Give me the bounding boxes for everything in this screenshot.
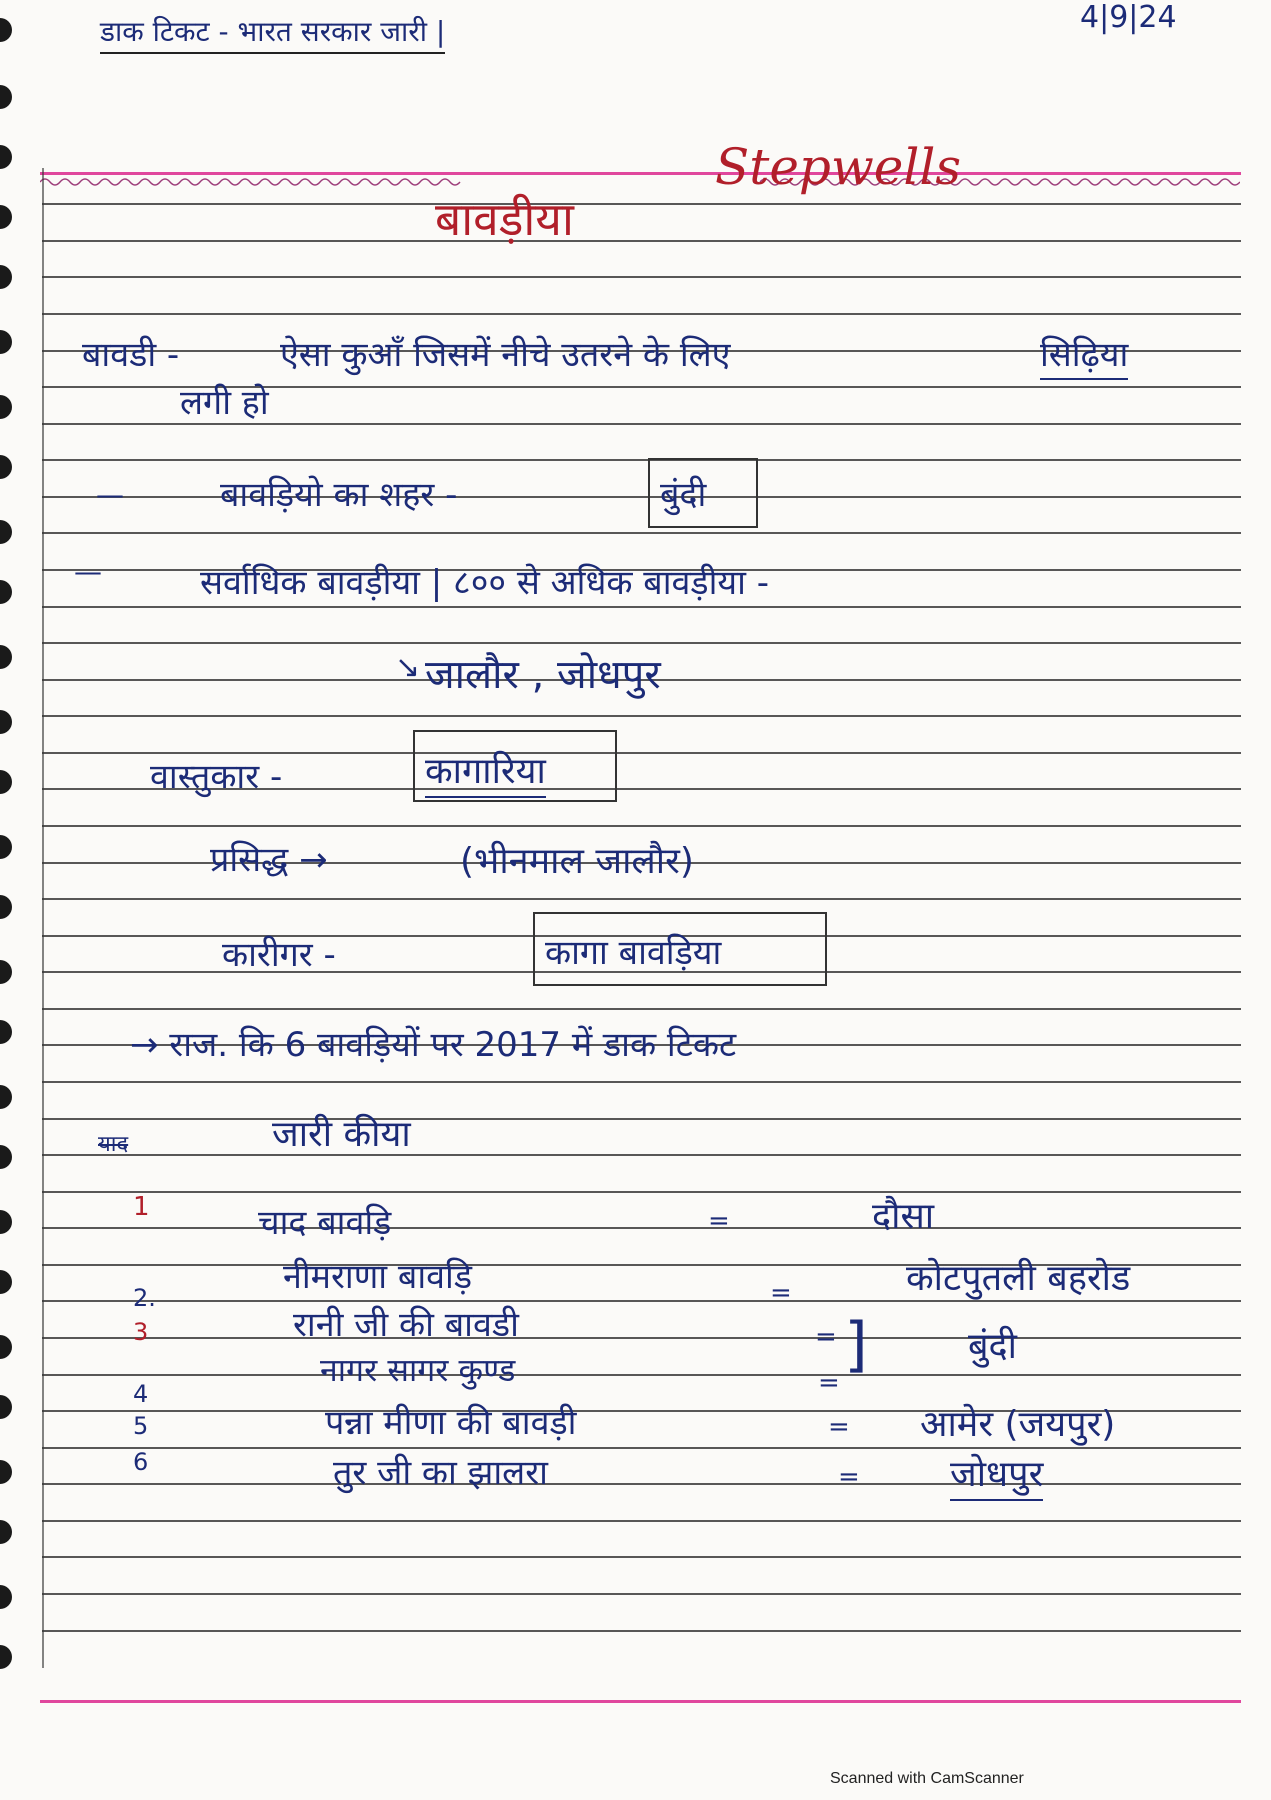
binder-hole [0,85,12,109]
list-item-number: 4 [133,1380,149,1408]
ruled-line [42,642,1241,644]
definition-term: बावडी - [82,335,180,375]
ruled-line [42,825,1241,827]
binder-hole [0,1270,12,1294]
ruled-line [42,1483,1241,1485]
title-hindi: बावड़ीया [435,192,574,246]
ruled-line [42,1081,1241,1083]
list-item-name: तुर जी का झालरा [333,1453,548,1493]
binder-hole [0,835,12,859]
ruled-line [42,1374,1241,1376]
ruled-line [42,1008,1241,1010]
artisan-value: कागा बावड़िया [545,933,722,973]
list-item-equals: = [838,1462,860,1492]
list-item-name: पन्ना मीणा की बावड़ी [325,1403,577,1443]
list-item-place: जोधपुर [950,1448,1043,1501]
binder-hole [0,770,12,794]
ruled-line [42,1337,1241,1339]
title-english: Stepwells [715,138,961,196]
list-item-number: 1 [133,1192,150,1222]
list-item-place: कोटपुतली बहरोड [906,1258,1131,1299]
binder-hole [0,1335,12,1359]
architect-value-box [413,730,617,802]
binder-hole [0,1085,12,1109]
architect-label: वास्तुकार - [150,757,283,797]
binder-holes [0,0,60,1760]
list-item-number: 6 [133,1448,149,1476]
ruled-line [42,276,1241,278]
side-mark: याद [98,1132,129,1157]
famous-label: प्रसिद्ध → [210,840,328,880]
ruled-line [42,240,1241,242]
binder-hole [0,580,12,604]
binder-hole [0,1395,12,1419]
arrow-icon: ↘ [395,650,421,685]
ruled-line [42,1556,1241,1558]
artisan-value-box [533,912,827,986]
list-item-name: नागर सागर कुण्ड [320,1351,516,1389]
list-item-number: 5 [133,1412,149,1440]
binder-hole [0,455,12,479]
ruled-line [42,1593,1241,1595]
list-item-place: बुंदी [968,1326,1017,1367]
ruled-line [42,459,1241,461]
binder-hole [0,1210,12,1234]
stamp-fact-line2: जारी कीया [272,1114,411,1155]
header-note: डाक टिकट - भारत सरकार जारी | [100,12,445,54]
max-stepwells-value: जालौर , जोधपुर [425,652,661,698]
list-item-place: आमेर (जयपुर) [920,1404,1116,1445]
list-item-equals: = [815,1322,837,1352]
definition-continuation: लगी हो [180,383,269,423]
dash-mark: — [74,555,102,588]
list-item-equals: = [828,1412,850,1442]
ruled-line [42,313,1241,315]
list-item-place: दौसा [872,1196,935,1237]
list-item-number: 2. [133,1284,156,1312]
binder-hole [0,645,12,669]
ruled-line [42,1520,1241,1522]
binder-hole [0,265,12,289]
binder-hole [0,205,12,229]
binder-hole [0,1520,12,1544]
list-item-number: 3 [133,1318,149,1346]
bottom-margin-line [40,1700,1241,1703]
ruled-line [42,1191,1241,1193]
ruled-line [42,1118,1241,1120]
ruled-line [42,606,1241,608]
list-item-equals: = [770,1278,792,1308]
left-margin-line [42,168,44,1668]
city-label: बावड़ियो का शहर - [220,475,458,515]
page-date: 4|9|24 [1080,0,1177,35]
list-item-equals: = [818,1368,840,1398]
ruled-line [42,203,1241,205]
list-item-name: नीमराणा बावड़ि [283,1257,473,1297]
binder-hole [0,395,12,419]
city-value: बुंदी [660,475,707,515]
famous-value: (भीनमाल जालौर) [460,841,694,882]
list-item-equals: = [708,1206,730,1236]
definition-keyword: सिढ़िया [1040,330,1128,380]
binder-hole [0,520,12,544]
list-item-name: चाद बावड़ि [258,1203,392,1243]
binder-hole [0,895,12,919]
list-item-name: रानी जी की बावडी [293,1305,519,1345]
stamp-fact-line1: → राज. कि 6 बावड़ियों पर 2017 में डाक टिकट [130,1025,737,1065]
artisan-label: कारीगर - [222,935,336,975]
binder-hole [0,1585,12,1609]
binder-hole [0,960,12,984]
dash-mark: — [96,478,124,511]
ruled-line [42,532,1241,534]
ruled-line [42,715,1241,717]
city-value-box [648,458,758,528]
ruled-line [42,1630,1241,1632]
max-stepwells-label: सर्वाधिक बावड़ीया | ८०० से अधिक बावड़ीया - [200,563,770,603]
bracket-mark: ] [840,1310,877,1380]
wavy-ornament [40,176,1240,188]
architect-value: कागारिया [425,745,546,798]
ruled-line [42,1447,1241,1449]
binder-hole [0,1645,12,1669]
binder-hole [0,145,12,169]
binder-hole [0,18,12,42]
binder-hole [0,710,12,734]
binder-hole [0,1020,12,1044]
binder-hole [0,1145,12,1169]
ruled-line [42,898,1241,900]
top-margin-line [40,172,1241,175]
definition-text: ऐसा कुआँ जिसमें नीचे उतरने के लिए [280,335,731,375]
ruled-line [42,1227,1241,1229]
scanner-watermark: Scanned with CamScanner [830,1770,1024,1787]
ruled-line [42,1154,1241,1156]
binder-hole [0,1460,12,1484]
binder-hole [0,330,12,354]
